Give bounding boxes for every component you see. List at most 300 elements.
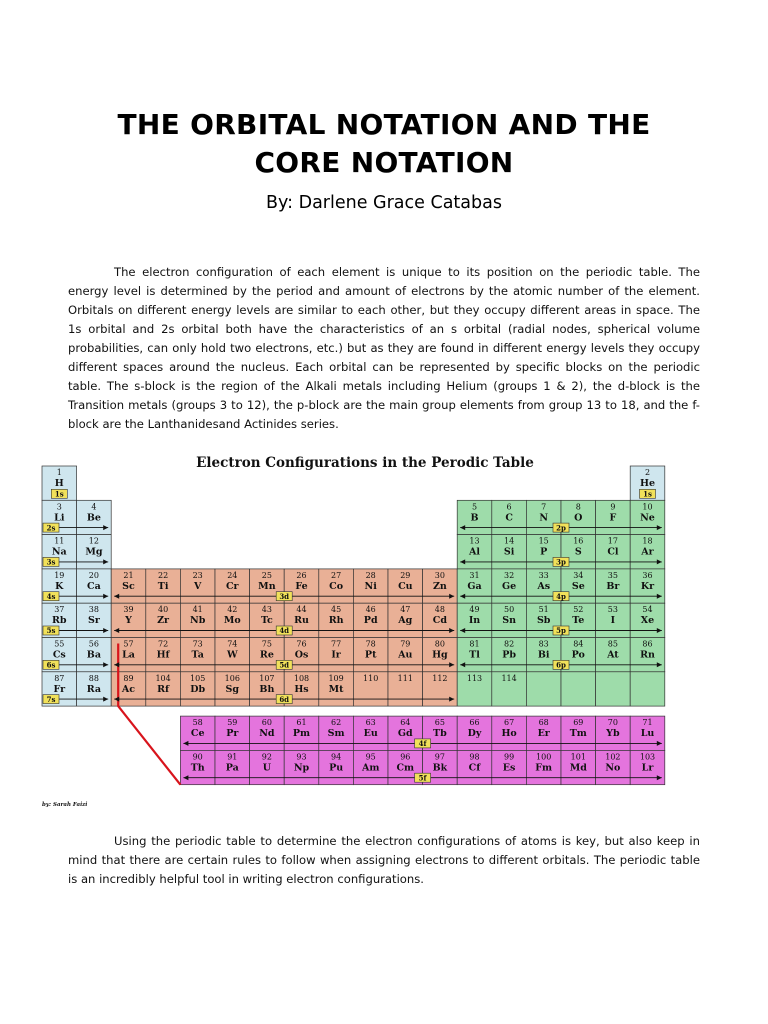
atomic-number: 51 [538,605,549,615]
atomic-number: 58 [192,718,203,728]
element-symbol: Fr [53,683,66,695]
element-cell [215,750,250,784]
atomic-number: 10 [642,502,653,512]
atomic-number: 27 [331,570,342,580]
element-symbol: Ga [467,580,482,592]
atomic-number: 45 [331,605,342,615]
element-cell [77,569,112,603]
atomic-number: 21 [123,570,134,580]
atomic-number: 71 [642,718,653,728]
element-symbol: Cl [607,546,619,558]
element-symbol: H [54,478,64,489]
element-cell [561,750,596,784]
orbital-label-text: 4d [279,626,290,636]
element-symbol: Rb [52,615,67,627]
atomic-number: 54 [642,605,653,615]
atomic-number: 105 [190,673,206,683]
atomic-number: 64 [400,718,411,728]
element-symbol: Y [125,615,132,627]
element-symbol: W [226,649,238,661]
element-cell [457,535,492,569]
element-cell [111,672,146,706]
element-cell [146,569,181,603]
atomic-number: 44 [296,605,307,615]
document-title [40,106,728,182]
element-cell [77,535,112,569]
element-cell [596,750,631,784]
element-symbol: Be [86,512,101,524]
atomic-number: 16 [573,536,584,546]
element-symbol: Rh [328,615,344,627]
element-symbol: K [55,580,64,592]
orbital-label-text: 3s [46,557,56,567]
element-symbol: Ag [398,615,413,627]
atomic-number: 39 [123,605,134,615]
element-cell [319,569,354,603]
element-cell-bg [630,672,665,706]
atomic-number: 103 [639,752,656,762]
element-cell [630,716,665,750]
element-symbol: P [540,546,548,558]
atomic-number: 112 [432,673,448,683]
element-cell [630,535,665,569]
atomic-number: 109 [328,673,344,683]
element-cell [457,750,492,784]
atomic-number: 73 [192,639,203,649]
element-symbol: Md [569,762,587,774]
element-symbol: Ir [331,649,341,661]
orbital-label-text: 2s [46,523,56,533]
atomic-number: 56 [88,639,99,649]
element-symbol: Au [398,649,413,661]
element-cell [353,569,388,603]
document-title-line-2: CORE NOTATION [254,146,514,179]
atomic-number: 9 [610,502,616,512]
element-symbol: U [262,762,272,774]
atomic-number: 60 [261,718,272,728]
element-symbol: Ce [190,728,205,740]
element-symbol: No [605,762,621,774]
atomic-number: 3 [56,502,62,512]
atomic-number: 4 [91,502,97,512]
element-cell-bg [526,672,561,706]
atomic-number: 35 [607,570,618,580]
figure-credit: by: Sarah Faizi [42,802,88,808]
element-cell [492,603,527,637]
element-symbol: La [122,649,135,661]
element-cell [180,569,215,603]
atomic-number: 12 [88,536,99,546]
atomic-number: 6 [506,502,512,512]
orbital-label-text: 5f [418,773,427,783]
atomic-number: 30 [434,570,445,580]
orbital-label-text: 3d [279,591,290,601]
atomic-number: 86 [642,639,653,649]
orbital-label-text: 4s [46,591,56,601]
element-symbol: Na [51,546,67,558]
element-symbol: S [574,546,582,558]
atomic-number: 25 [261,570,272,580]
element-symbol: Br [606,580,620,592]
element-symbol: Tb [433,728,447,740]
element-symbol: Ho [501,728,517,740]
periodic-table-figure [40,437,680,817]
element-symbol: Yb [606,728,620,740]
orbital-label [51,489,67,498]
element-symbol: Os [294,649,309,661]
atomic-number: 36 [642,570,653,580]
element-cell [353,750,388,784]
atomic-number: 94 [331,752,342,762]
atomic-number: 63 [365,718,376,728]
element-symbol: I [610,615,616,627]
element-symbol: Ni [364,580,377,592]
element-cell [77,638,112,672]
atomic-number: 38 [88,605,99,615]
atomic-number: 32 [504,570,515,580]
element-symbol: Cr [226,580,239,592]
element-symbol: Np [293,762,310,774]
orbital-label-text: 6p [556,660,566,670]
atomic-number: 108 [293,673,310,683]
atomic-number: 53 [607,605,618,615]
orbital-label-text: 5p [556,626,566,636]
element-symbol: Al [469,546,480,558]
figure-title: Electron Configurations in the Perodic Table [196,455,534,471]
element-cell [319,716,354,750]
element-symbol: Hg [432,649,448,661]
element-cell [353,603,388,637]
orbital-label-text: 3p [556,557,566,567]
element-cell [596,603,631,637]
element-cell [77,500,112,534]
element-cell [596,716,631,750]
element-symbol: Gd [397,728,413,740]
orbital-label-text: 4p [556,591,566,601]
atomic-number: 20 [88,570,99,580]
element-symbol: As [537,580,551,592]
element-cell [215,716,250,750]
element-cell [423,638,458,672]
element-symbol: Sc [122,580,135,592]
element-symbol: N [539,512,549,524]
atomic-number: 49 [469,605,480,615]
element-cell [180,716,215,750]
element-symbol: Zr [157,615,170,627]
atomic-number: 72 [158,639,169,649]
element-symbol: Fm [535,762,553,774]
orbital-label-text: 5d [279,660,290,670]
element-symbol: Db [190,683,206,695]
element-cell [319,603,354,637]
atomic-number: 5 [471,502,478,512]
atomic-number: 8 [575,502,581,512]
atomic-number: 80 [434,639,445,649]
atomic-number: 111 [397,673,413,683]
atomic-number: 78 [365,639,376,649]
element-cell [180,638,215,672]
element-symbol: Tl [469,649,480,661]
element-cell [457,500,492,534]
atomic-number: 43 [261,605,272,615]
atomic-number: 93 [296,752,307,762]
element-symbol: Lu [640,728,655,740]
atomic-number: 1 [56,468,62,477]
orbital-label-text: 5s [46,626,56,636]
element-cell [492,672,527,706]
element-symbol: He [639,478,656,489]
atomic-number: 99 [504,752,515,762]
element-cell [596,535,631,569]
element-cell-bg [561,672,596,706]
atomic-number: 96 [400,752,411,762]
element-symbol: Pt [364,649,377,661]
element-symbol: Bi [537,649,550,661]
element-cell [388,569,423,603]
atomic-number: 22 [158,570,169,580]
element-symbol: Bk [432,762,448,774]
atomic-number: 33 [538,570,549,580]
element-symbol: Nb [190,615,206,627]
element-cell [423,603,458,637]
atomic-number: 61 [296,718,307,728]
element-cell [526,716,561,750]
element-symbol: Co [329,580,344,592]
atomic-number: 26 [296,570,307,580]
element-cell [111,638,146,672]
element-symbol: Ru [294,615,309,627]
element-symbol: Te [572,615,585,627]
element-symbol: Mt [328,683,344,695]
element-symbol: Ti [157,580,169,592]
element-symbol: Cf [468,762,481,774]
element-cell [146,672,181,706]
element-symbol: Tm [569,728,587,740]
element-symbol: Ra [86,683,102,695]
element-symbol: Ba [86,649,101,661]
atomic-number: 40 [158,605,169,615]
element-symbol: Eu [363,728,378,740]
element-cell [596,500,631,534]
atomic-number: 11 [54,536,65,546]
atomic-number: 89 [123,673,134,683]
element-cell [215,569,250,603]
orbital-label [640,489,656,498]
atomic-number: 52 [573,605,584,615]
element-symbol: Sm [327,728,345,740]
atomic-number: 85 [607,639,618,649]
atomic-number: 104 [155,673,171,683]
element-cell [77,672,112,706]
element-cell [630,603,665,637]
element-cell [319,750,354,784]
element-cell [111,569,146,603]
atomic-number: 34 [573,570,584,580]
atomic-number: 70 [607,718,618,728]
element-symbol: Nd [259,728,275,740]
element-symbol: Sr [87,615,100,627]
atomic-number: 2 [644,468,651,477]
element-symbol: Se [571,580,585,592]
element-cell [146,638,181,672]
atomic-number: 18 [642,536,653,546]
element-cell [423,672,458,706]
element-cell [492,500,527,534]
element-symbol: Rf [157,683,170,695]
element-cell [388,672,423,706]
element-cell [596,672,631,706]
element-symbol: Pu [329,762,344,774]
atomic-number: 75 [261,639,272,649]
atomic-number: 37 [54,605,65,615]
element-cell [284,716,319,750]
element-symbol: Li [54,512,65,524]
element-cell [250,750,285,784]
element-cell [180,672,215,706]
element-cell [111,603,146,637]
atomic-number: 98 [469,752,480,762]
element-symbol: Mg [85,546,103,558]
element-symbol: Sg [225,683,240,695]
element-symbol: At [607,649,619,661]
orbital-label-text: 1s [643,489,652,499]
element-cell [630,500,665,534]
element-symbol: Mo [223,615,241,627]
atomic-number: 102 [605,752,621,762]
element-symbol: In [468,615,481,627]
orbital-label-text: 1s [54,489,64,499]
element-cell [630,672,665,706]
element-cell [353,716,388,750]
element-symbol: Cd [432,615,448,627]
atomic-number: 13 [469,536,480,546]
element-cell [630,638,665,672]
atomic-number: 15 [538,536,549,546]
element-cell [492,569,527,603]
element-cell [388,638,423,672]
atomic-number: 17 [607,536,618,546]
element-symbol: Rn [640,649,655,661]
element-symbol: Es [502,762,516,774]
element-symbol: Pa [225,762,239,774]
element-symbol: Xe [640,615,655,627]
element-cell [457,716,492,750]
element-cell [492,750,527,784]
atomic-number: 69 [573,718,584,728]
intro-paragraph: The electron configuration of each element is unique to its position on the periodic table. The energy level is determined by the period and amount of electrons by the atomic number of the element. Orbitals on different energy levels are similar to each other, but they occupy different areas in space. The 1s orbital and 2s orbital both have the characteristics of an s orbital (radial nodes, spherical volume probabilities, can only hold two electrons, etc.) but as they are found in different energy levels they occupy different spaces around the nucleus. Each orbital can be represented by specific blocks on the periodic table. The s-block is the region of the Alkali metals including Helium (groups 1 & 2), the d-block is the Transition metals (groups 3 to 12), the p-block are the main group elements from group 13 to 18, and the f-block are the Lanthanidesand Actinides series. [68,265,700,431]
element-cell [180,603,215,637]
element-cell [319,638,354,672]
element-cell-bg [596,672,631,706]
atomic-number: 107 [259,673,275,683]
atomic-number: 50 [504,605,515,615]
element-symbol: Pr [226,728,239,740]
atomic-number: 68 [538,718,549,728]
orbital-label-text: 6d [279,694,290,704]
element-cell [423,569,458,603]
author-byline: By: Darlene Grace Catabas [266,193,502,213]
atomic-number: 101 [570,752,586,762]
element-symbol: Hf [156,649,170,661]
element-symbol: Sn [502,615,516,627]
element-cell [526,750,561,784]
closing-paragraph: Using the periodic table to determine the electron configurations of atoms is key, but also keep in mind that there are certain rules to follow when assigning electrons to different orbitals. The periodic table is an incredibly helpful tool in writing electron configurations. [68,834,700,886]
element-symbol: Zn [432,580,447,592]
element-symbol: Cu [398,580,413,592]
element-cell [492,535,527,569]
atomic-number: 42 [227,605,238,615]
element-cell [630,750,665,784]
element-symbol: Ta [191,649,204,661]
element-symbol: Ne [640,512,655,524]
atomic-number: 79 [400,639,411,649]
element-cell [526,672,561,706]
element-symbol: Cm [396,762,415,774]
element-symbol: Ar [641,546,654,558]
element-cell [353,672,388,706]
element-symbol: Pb [502,649,516,661]
element-cell [561,672,596,706]
element-cell [596,638,631,672]
orbital-label-text: 2p [556,523,566,533]
atomic-number: 14 [504,536,515,546]
orbital-label-text: 6s [46,660,56,670]
element-cell [215,672,250,706]
element-symbol: Re [259,649,274,661]
atomic-number: 114 [501,673,517,683]
atomic-number: 81 [469,639,480,649]
element-cell [180,750,215,784]
element-cell [492,638,527,672]
atomic-number: 76 [296,639,307,649]
atomic-number: 31 [469,570,480,580]
atomic-number: 91 [227,752,238,762]
element-cell [492,716,527,750]
element-symbol: V [194,580,202,592]
atomic-number: 113 [466,673,483,683]
element-symbol: Bh [259,683,275,695]
element-symbol: F [609,512,617,524]
atomic-number: 97 [434,752,445,762]
orbital-label-text: 4f [418,739,427,749]
element-cell [630,569,665,603]
atomic-number: 100 [536,752,552,762]
element-symbol: B [470,512,479,524]
element-cell [215,603,250,637]
element-symbol: Ca [87,580,101,592]
element-symbol: C [505,512,513,524]
element-symbol: Kr [640,580,655,592]
element-symbol: Pm [292,728,311,740]
atomic-number: 65 [434,718,445,728]
element-symbol: Er [537,728,550,740]
atomic-number: 59 [227,718,238,728]
element-cell [457,638,492,672]
atomic-number: 92 [261,752,272,762]
atomic-number: 62 [331,718,342,728]
element-symbol: Pd [363,615,378,627]
element-symbol: Po [571,649,585,661]
element-symbol: Cs [52,649,66,661]
atomic-number: 19 [54,570,65,580]
atomic-number: 29 [400,570,411,580]
atomic-number: 66 [469,718,480,728]
element-symbol: Dy [467,728,482,740]
element-cell [353,638,388,672]
atomic-number: 7 [541,502,547,512]
document-title-line-1: THE ORBITAL NOTATION AND THE [117,108,651,141]
atomic-number: 95 [365,752,376,762]
